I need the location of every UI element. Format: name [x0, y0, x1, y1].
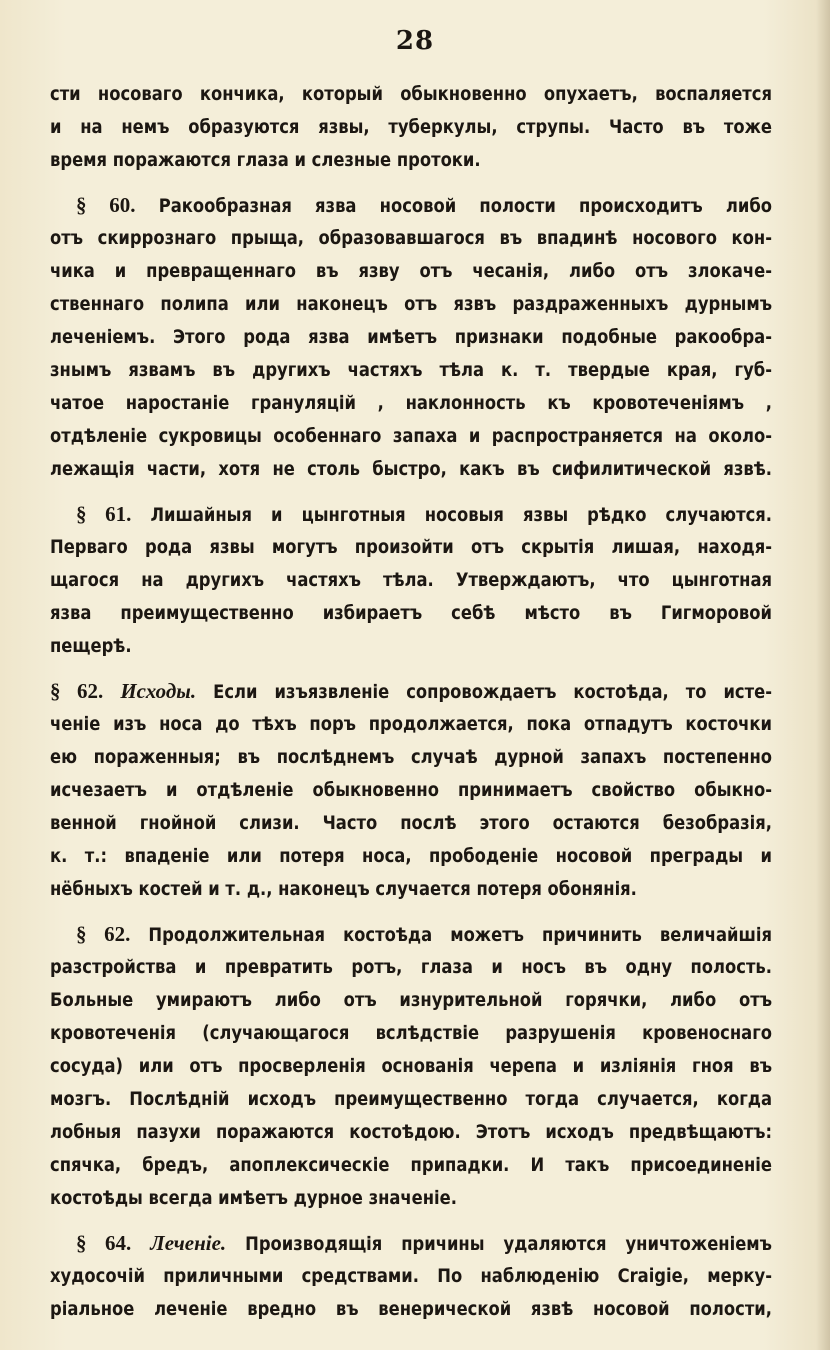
- text-line: щагося на другихъ частяхъ тѣла. Утверждаютъ, что цынготная: [50, 570, 772, 591]
- section-number: § 62.: [50, 679, 104, 703]
- section-number: § 62.: [76, 922, 131, 946]
- page-text: [50, 78, 772, 1338]
- text-line: Больные умираютъ либо отъ изнурительной горячки, либо отъ: [50, 990, 772, 1011]
- text-line: к. т.: впаденіе или потеря носа, прободеніе носовой преграды и: [50, 846, 772, 867]
- text-line: венной гнойной слизи. Часто послѣ этого остаются безобразія,: [50, 813, 772, 834]
- page-edge-shadow: [816, 0, 830, 1350]
- paragraph-section-64-treatment: [50, 1227, 772, 1326]
- line-text: Лишайныя и цынготныя носовыя язвы рѣдко случаются.: [150, 505, 772, 526]
- paragraph-section-61: [50, 498, 772, 663]
- text-line: нёбныхъ костей и т. д., наконецъ случается потеря обонянія.: [50, 879, 637, 900]
- paragraph-continuation: [50, 78, 772, 177]
- section-number: § 61.: [76, 502, 132, 526]
- text-line: ріальное леченіе вредно въ венерической язвѣ носовой полости,: [50, 1299, 772, 1320]
- section-number: § 64.: [76, 1231, 132, 1255]
- paragraph-section-60: [50, 189, 772, 486]
- text-line: чатое наростаніе грануляцій , наклонность къ кровотеченіямъ ,: [50, 393, 772, 414]
- line-text: Производящія причины удаляются уничтоженіемъ: [245, 1234, 772, 1255]
- line-text: Ракообразная язва носовой полости происходитъ либо: [158, 196, 772, 217]
- paragraph-section-62-caries: [50, 918, 772, 1215]
- section-heading: Леченіе.: [150, 1231, 227, 1255]
- text-line: отъ скиррознаго прыща, образовавшагося въ впадинѣ носового кон-: [50, 228, 772, 249]
- text-line: время поражаются глаза и слезные протоки.: [50, 150, 481, 171]
- paragraph-section-62-outcomes: [50, 675, 772, 906]
- text-line: лобныя пазухи поражаются костоѣдою. Этотъ исходъ предвѣщаютъ:: [50, 1122, 772, 1143]
- text-line: пещерѣ.: [50, 636, 132, 657]
- line-text: Если изъязвленіе сопровождаетъ костоѣда, то истe-: [213, 682, 772, 703]
- text-line: костоѣды всегда имѣетъ дурное значеніе.: [50, 1188, 457, 1209]
- text-line: язва преимущественно избираетъ себѣ мѣсто въ Гигморовой: [50, 603, 772, 624]
- text-line: знымъ язвамъ въ другихъ частяхъ тѣла к. т. твердые края, губ-: [50, 360, 772, 381]
- line-text: Продолжительная костоѣда можетъ причинить величайшія: [148, 925, 772, 946]
- text-line: чика и превращеннаго въ язву отъ чесанія, либо отъ злокаче-: [50, 261, 772, 282]
- text-line: сосуда) или отъ просверленія основанія черепа и изліянія гноя въ: [50, 1056, 772, 1077]
- text-line: [50, 675, 772, 708]
- text-line: ею пораженныя; въ послѣднемъ случаѣ дурной запахъ постепенно: [50, 747, 772, 768]
- text-line: спячка, бредъ, апоплексическіе припадки. И такъ присоединеніе: [50, 1155, 772, 1176]
- text-line: лежащія части, хотя не столь быстро, какъ въ сифилитической язвѣ.: [50, 459, 772, 480]
- text-line: Перваго рода язвы могутъ произойти отъ скрытія лишая, находя-: [50, 537, 772, 558]
- text-line: ственнаго полипа или наконецъ отъ язвъ раздраженныхъ дурнымъ: [50, 294, 772, 315]
- section-heading: Исходы.: [120, 679, 197, 703]
- section-number: § 60.: [76, 193, 136, 217]
- page-number: 28: [395, 26, 435, 56]
- text-line: разстройства и превратить ротъ, глаза и носъ въ одну полость.: [50, 957, 772, 978]
- text-line: кровотеченія (случающагося вслѣдствіе разрушенія кровеноснаго: [50, 1023, 772, 1044]
- text-line: [50, 498, 772, 531]
- text-line: [50, 918, 772, 951]
- text-line: [50, 1227, 772, 1260]
- text-line: ченіе изъ носа до тѣхъ поръ продолжается, пока отпадутъ косточки: [50, 714, 772, 735]
- text-line: и на немъ образуются язвы, туберкулы, струпы. Часто въ тоже: [50, 117, 772, 138]
- text-line: [50, 189, 772, 222]
- text-line: сти носоваго кончика, который обыкновенно опухаетъ, воспаляется: [50, 84, 772, 105]
- text-line: отдѣленіе сукровицы особеннаго запаха и распространяется на около-: [50, 426, 772, 447]
- text-line: леченіемъ. Этого рода язва имѣетъ признаки подобные ракообра-: [50, 327, 772, 348]
- text-line: исчезаетъ и отдѣленіе обыкновенно принимаетъ свойство обыкно-: [50, 780, 772, 801]
- text-line: худосочій приличными средствами. По наблюденію Craigie, мерку-: [50, 1266, 772, 1287]
- text-line: мозгъ. Послѣдній исходъ преимущественно тогда случается, когда: [50, 1089, 772, 1110]
